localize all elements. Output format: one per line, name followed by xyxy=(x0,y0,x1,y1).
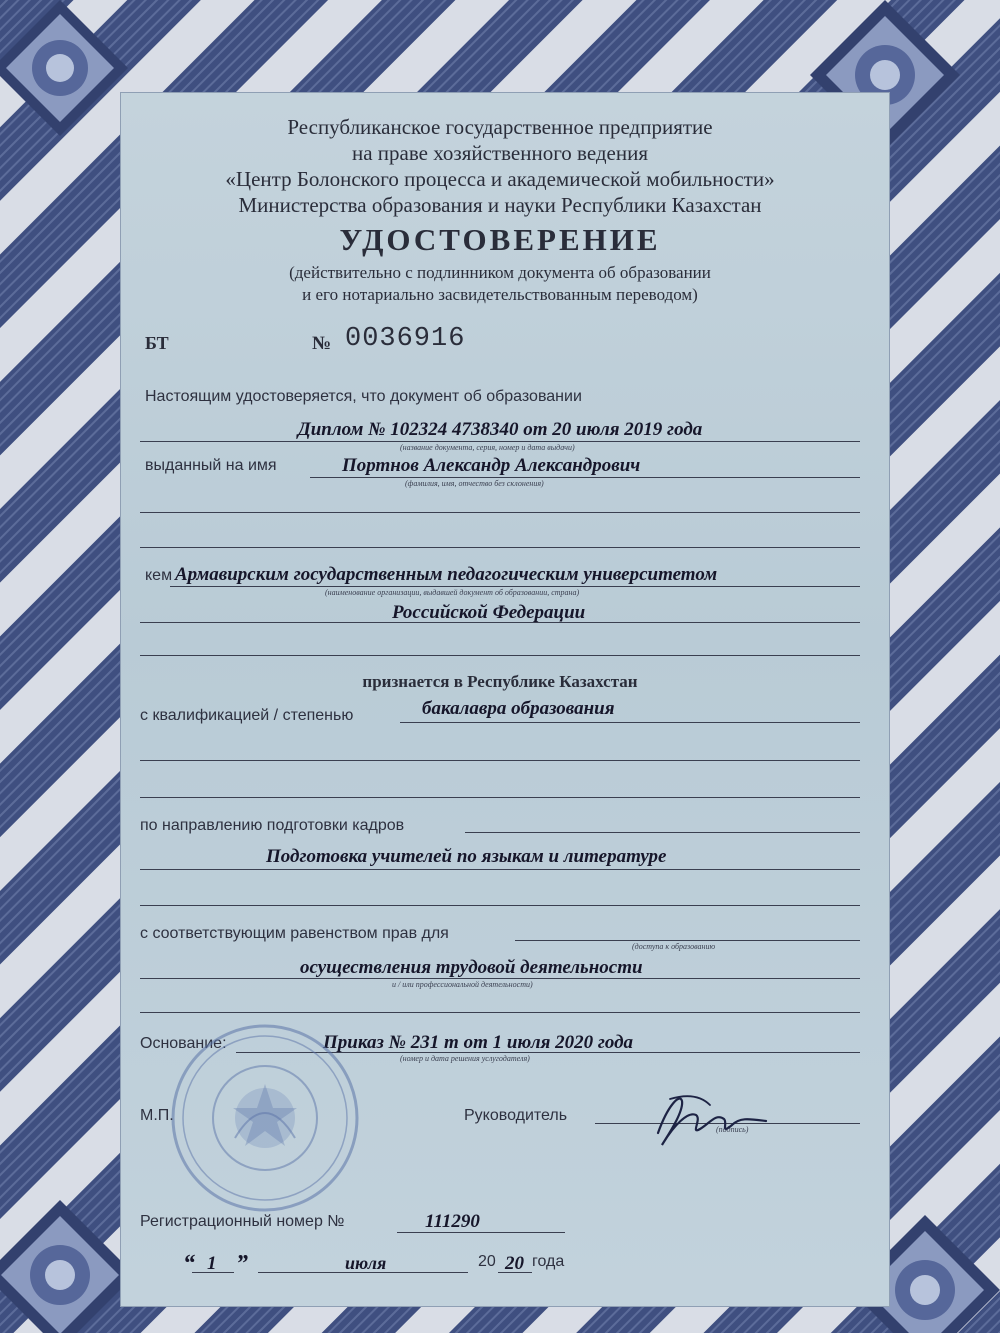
name-line xyxy=(310,477,860,478)
document-title: УДОСТОВЕРЕНИЕ xyxy=(339,222,661,257)
qualification-label: с квалификацией / степенью xyxy=(140,707,354,724)
rights-note-2: и / или профессиональной деятельности) xyxy=(392,980,533,989)
basis-label: Основание: xyxy=(140,1035,227,1052)
document-value: Диплом № 102324 4738340 от 20 июля 2019 года xyxy=(297,419,703,440)
rights-note-1: (доступа к образованию xyxy=(632,942,716,951)
direction-value: Подготовка учителей по языкам и литературе xyxy=(266,846,667,867)
year-value: 20 xyxy=(505,1253,524,1274)
organization-line xyxy=(170,586,860,587)
blank-line-2 xyxy=(140,547,860,548)
blank-line-6 xyxy=(140,905,860,906)
head-label: Руководитель xyxy=(464,1107,568,1124)
year-line xyxy=(498,1272,532,1273)
registration-line xyxy=(397,1232,565,1233)
name-note: (фамилия, имя, отчество без склонения) xyxy=(405,479,544,488)
header-line-2: на праве хозяйственного ведения xyxy=(351,141,649,165)
blank-line-7 xyxy=(140,1012,860,1013)
month-value: июля xyxy=(345,1253,387,1273)
subtitle-line-1: (действительно с подлинником документа об образовании xyxy=(289,263,711,282)
country-value: Российской Федерации xyxy=(392,602,586,623)
header-line-1: Республиканское государственное предприятие xyxy=(287,115,713,139)
header-line-3: «Центр Болонского процесса и академической мобильности» xyxy=(225,167,775,191)
quote-open: “ xyxy=(183,1251,195,1277)
month-line xyxy=(258,1272,468,1273)
document-note: (название документа, серия, номер и дата выдачи) xyxy=(400,443,575,452)
direction-label-line xyxy=(465,832,860,833)
registration-label: Регистрационный номер № xyxy=(140,1213,345,1230)
subtitle-line-2: и его нотариально засвидетельствованным переводом) xyxy=(302,285,698,304)
header-line-4: Министерства образования и науки Республики Казахстан xyxy=(238,193,762,217)
country-line xyxy=(140,622,860,623)
seal-place-label: М.П. xyxy=(140,1107,174,1124)
basis-note: (номер и дата решения услугодателя) xyxy=(400,1054,530,1063)
by-label: кем xyxy=(145,567,173,584)
organization-note: (наименование организации, выдавшей документ об образовании, страна) xyxy=(325,588,580,597)
blank-line-1 xyxy=(140,512,860,513)
year-prefix: 20 xyxy=(478,1253,496,1270)
year-suffix: года xyxy=(532,1253,565,1270)
day-line xyxy=(192,1272,234,1273)
official-seal-stamp xyxy=(165,1018,365,1218)
rights-label: с соответствующим равенством прав для xyxy=(140,925,449,942)
basis-value: Приказ № 231 т от 1 июля 2020 года xyxy=(323,1032,634,1053)
day-value: 1 xyxy=(207,1253,217,1274)
document-line xyxy=(140,441,860,442)
registration-value: 111290 xyxy=(425,1211,480,1232)
rights-line xyxy=(140,978,860,979)
direction-line xyxy=(140,869,860,870)
intro-text: Настоящим удостоверяется, что документ об образовании xyxy=(145,388,582,405)
direction-label: по направлению подготовки кадров xyxy=(140,817,405,834)
number-sign: № xyxy=(312,333,332,354)
signature-note: (подпись) xyxy=(716,1125,749,1134)
quote-close: ” xyxy=(236,1251,248,1277)
qualification-value: бакалавра образования xyxy=(422,698,615,719)
series-label: БТ xyxy=(145,333,169,353)
rights-label-line xyxy=(515,940,860,941)
blank-line-3 xyxy=(140,655,860,656)
organization-value: Армавирским государственным педагогическим университетом xyxy=(175,564,718,585)
qualification-line xyxy=(400,722,860,723)
blank-line-5 xyxy=(140,797,860,798)
name-value: Портнов Александр Александрович xyxy=(342,455,641,476)
certificate-number: 0036916 xyxy=(345,324,466,354)
recognized-text: признается в Республике Казахстан xyxy=(362,672,638,691)
handwritten-signature xyxy=(640,1085,770,1155)
issued-label: выданный на имя xyxy=(145,457,277,474)
rights-value: осуществления трудовой деятельности xyxy=(300,957,643,978)
blank-line-4 xyxy=(140,760,860,761)
